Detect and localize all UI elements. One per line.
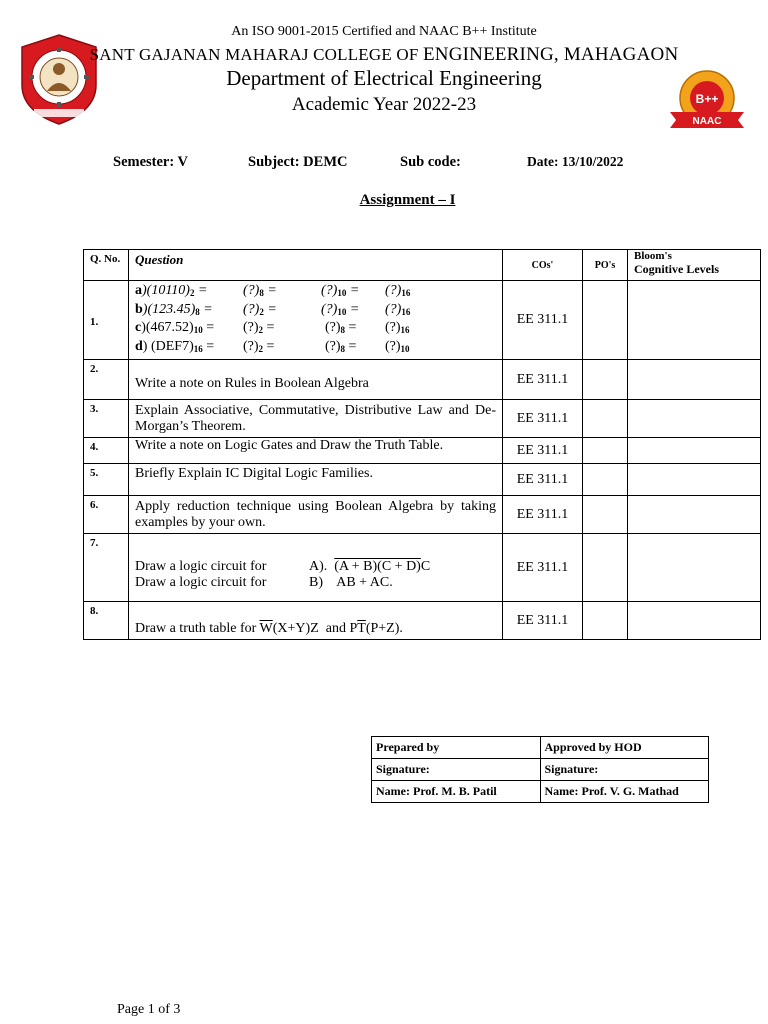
department-title: Department of Electrical Engineering bbox=[226, 66, 542, 90]
blooms-6 bbox=[628, 496, 761, 534]
signature-table bbox=[371, 736, 709, 803]
question-row-3 bbox=[84, 400, 761, 438]
question-table bbox=[83, 249, 761, 640]
question-1-text bbox=[129, 281, 503, 360]
header-blooms bbox=[628, 250, 761, 281]
name-left: Name: Prof. M. B. Patil bbox=[372, 781, 541, 803]
blooms-1 bbox=[628, 281, 761, 360]
question-2-text: Write a note on Rules in Boolean Algebra bbox=[129, 360, 503, 400]
co-6: EE 311.1 bbox=[503, 496, 583, 534]
question-row-2 bbox=[84, 360, 761, 400]
header-question: Question bbox=[129, 250, 503, 281]
table-header-row bbox=[84, 250, 761, 281]
qno-7: 7. bbox=[84, 534, 129, 602]
question-row-5 bbox=[84, 464, 761, 496]
name-right: Name: Prof. V. G. Mathad bbox=[540, 781, 709, 803]
approved-by: Approved by HOD bbox=[540, 737, 709, 759]
blooms-3 bbox=[628, 400, 761, 438]
blooms-line-2: Cognitive Levels bbox=[634, 262, 719, 276]
header-cos: COs' bbox=[503, 250, 583, 281]
question-row-7 bbox=[84, 534, 761, 602]
q7-line-b: Draw a logic circuit for B) AB + AC. bbox=[135, 574, 393, 590]
co-4: EE 311.1 bbox=[503, 438, 583, 464]
po-4 bbox=[583, 438, 628, 464]
question-4-text: Write a note on Logic Gates and Draw the Truth Table. bbox=[129, 438, 503, 464]
question-row-4 bbox=[84, 438, 761, 464]
signature-row-name bbox=[372, 781, 709, 803]
po-3 bbox=[583, 400, 628, 438]
subject: Subject: DEMC bbox=[248, 154, 348, 170]
po-1 bbox=[583, 281, 628, 360]
conversion-a: a)(10110)2 = (?)8 = (?)10 = (?)16 bbox=[135, 283, 411, 298]
academic-year: Academic Year 2022-23 bbox=[291, 94, 477, 115]
q7-line-a: Draw a logic circuit for A). (A + B)(C + D)C bbox=[135, 558, 431, 574]
signature-row-sign bbox=[372, 759, 709, 781]
prepared-by: Prepared by bbox=[372, 737, 541, 759]
blooms-8 bbox=[628, 602, 761, 640]
qno-8: 8. bbox=[84, 602, 129, 640]
qno-4: 4. bbox=[84, 438, 129, 464]
qno-6: 6. bbox=[84, 496, 129, 534]
conversion-b: b)(123.45)8 =(?)2 = (?)10 = (?)16 bbox=[135, 301, 411, 317]
question-7-text bbox=[129, 534, 503, 602]
co-8: EE 311.1 bbox=[503, 602, 583, 640]
po-8 bbox=[583, 602, 628, 640]
question-row-8 bbox=[84, 602, 761, 640]
blooms-5 bbox=[628, 464, 761, 496]
conversion-d: d) (DEF7)16 =(?)2 = (?)8 = (?)10 bbox=[135, 338, 410, 354]
blooms-2 bbox=[628, 360, 761, 400]
sub-code: Sub code: bbox=[400, 154, 461, 170]
question-3-text: Explain Associative, Commutative, Distributive Law and De-Morgan’s Theorem. bbox=[129, 400, 503, 438]
signature-right: Signature: bbox=[540, 759, 709, 781]
signature-row-heading bbox=[372, 737, 709, 759]
page-number: Page 1 of 3 bbox=[117, 1002, 181, 1017]
qno-1: 1. bbox=[84, 281, 129, 360]
blooms-line-1: Bloom's bbox=[634, 250, 672, 262]
co-3: EE 311.1 bbox=[503, 400, 583, 438]
question-6-text: Apply reduction technique using Boolean Algebra by taking examples by your own. bbox=[129, 496, 503, 534]
header-qno: Q. No. bbox=[84, 250, 129, 281]
conversion-c: c)(467.52)10 =(?)2 = (?)8 = (?)16 bbox=[135, 320, 410, 335]
po-2 bbox=[583, 360, 628, 400]
naac-grade: B++ bbox=[695, 92, 719, 106]
po-6 bbox=[583, 496, 628, 534]
co-5: EE 311.1 bbox=[503, 464, 583, 496]
co-2: EE 311.1 bbox=[503, 360, 583, 400]
po-5 bbox=[583, 464, 628, 496]
blooms-7 bbox=[628, 534, 761, 602]
naac-label: NAAC bbox=[692, 116, 722, 127]
semester: Semester: V bbox=[113, 154, 189, 170]
question-8-text: Draw a truth table for $\overline{W}(X+Y)Z$ and $P\overline{T}(P+Z)$. bbox=[129, 602, 503, 640]
question-row-6 bbox=[84, 496, 761, 534]
po-7 bbox=[583, 534, 628, 602]
question-row-1 bbox=[84, 281, 761, 360]
blooms-4 bbox=[628, 438, 761, 464]
iso-line: An ISO 9001-2015 Certified and NAAC B++ Institute bbox=[231, 24, 537, 39]
qno-2: 2. bbox=[84, 360, 129, 400]
co-1: EE 311.1 bbox=[503, 281, 583, 360]
college-name: SANT GAJANAN MAHARAJ COLLEGE OF ENGINEERING, MAHAGAON bbox=[89, 44, 679, 65]
qno-3: 3. bbox=[84, 400, 129, 438]
qno-5: 5. bbox=[84, 464, 129, 496]
co-7: EE 311.1 bbox=[503, 534, 583, 602]
question-5-text: Briefly Explain IC Digital Logic Families. bbox=[129, 464, 503, 496]
assignment-title: Assignment – I bbox=[359, 192, 456, 208]
signature-left: Signature: bbox=[372, 759, 541, 781]
date: Date: 13/10/2022 bbox=[527, 154, 624, 169]
header-pos: PO's bbox=[583, 250, 628, 281]
